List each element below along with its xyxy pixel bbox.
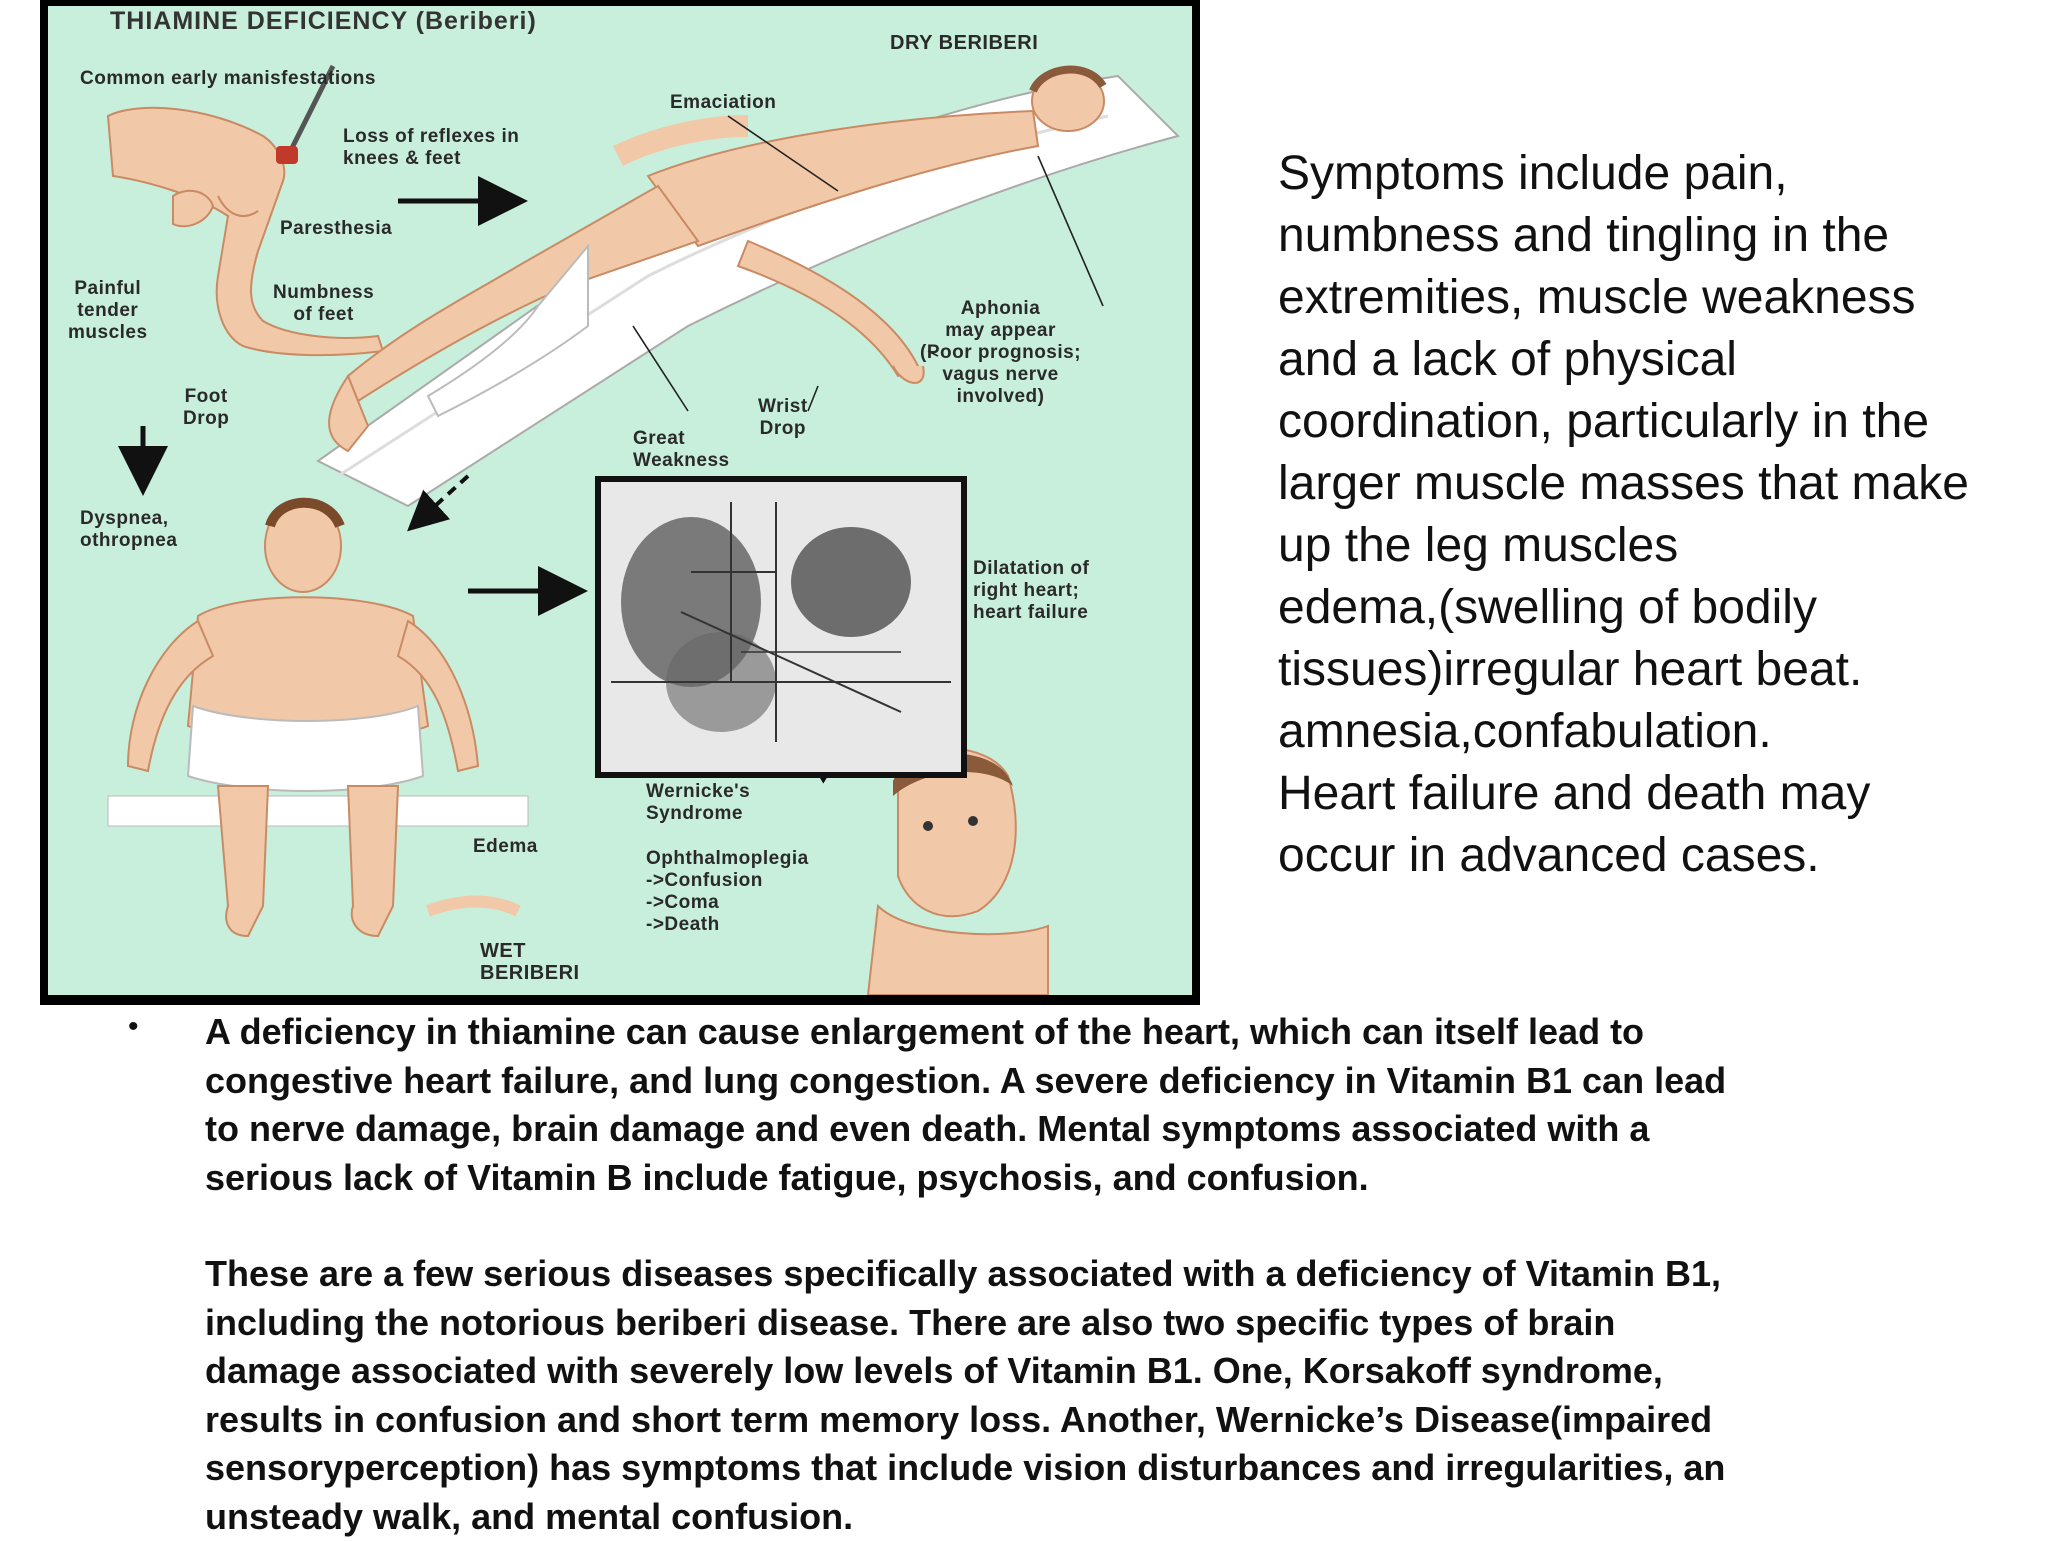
loss-of-reflexes-label: Loss of reflexes in knees & feet <box>343 126 520 169</box>
great-weakness-label: Great Weakness <box>633 428 730 471</box>
early-manifestations-label: Common early manisfestations <box>80 68 376 89</box>
bullet-body <box>205 1008 1985 1541</box>
dry-beriberi-label: DRY BERIBERI <box>890 32 1039 54</box>
bullet-paragraph-2: These are a few serious diseases specifically associated with a deficiency of Vitamin B1, including the notorious beriberi disease. There are also two specific types of brain damage associated with severely low levels of Vitamin B1. One, Korsakoff syndrome, results in confusion and short term memory loss. Another, Wernicke’s Disease(impaired sensoryperception) has symptoms that include vision disturbances and irregularities, an unsteady walk, and mental confusion. <box>205 1253 1726 1537</box>
dyspnea-label: Dyspnea, othropnea <box>80 508 178 551</box>
emaciation-label: Emaciation <box>670 92 777 113</box>
edema-label: Edema <box>473 836 538 857</box>
wernicke-head-figure <box>868 748 1048 995</box>
paresthesia-label: Paresthesia <box>280 218 393 239</box>
bullet-marker: • <box>128 1010 139 1043</box>
sitting-man-figure <box>108 500 528 936</box>
aphonia-label: Aphonia may appear (Poor prognosis; vagus nerve involved) <box>920 298 1082 407</box>
painful-tender-muscles-label: Painful tender muscles <box>68 278 148 343</box>
wrist-drop-label: Wrist Drop <box>758 396 808 439</box>
ophthalmoplegia-label: Ophthalmoplegia ->Confusion ->Coma ->Death <box>646 848 809 935</box>
beriberi-illustration <box>40 0 1200 1005</box>
illustration-panel <box>48 6 1192 995</box>
chest-xray-drawing <box>601 482 961 772</box>
dilatation-label: Dilatation of right heart; heart failure <box>973 558 1090 623</box>
chest-xray-image <box>595 476 967 778</box>
wet-beriberi-label: WET BERIBERI <box>480 940 580 984</box>
bullet-paragraph-1: A deficiency in thiamine can cause enlargement of the heart, which can itself lead to congestive heart failure, and lung congestion. A severe deficiency in Vitamin B1 can lead to nerve damage, brain damage and even death. Mental symptoms associated with a serious lack of Vitamin B include fatigue, psychosis, and confusion. <box>205 1011 1727 1198</box>
figure-title: THIAMINE DEFICIENCY (Beriberi) <box>110 7 537 35</box>
wernicke-syndrome-label: Wernicke's Syndrome <box>646 781 751 824</box>
numbness-of-feet-label: Numbness of feet <box>273 282 375 325</box>
symptoms-text: Symptoms include pain, numbness and tingling in the extremities, muscle weakness and a lack of physical coordination, particularly in the larger muscle masses that make up the leg muscles edema,(swelling of bodily tissues)irregular heart beat. amnesia,confabulation. Heart failure and death may occur in advanced cases. <box>1278 147 1969 882</box>
foot-drop-label: Foot Drop <box>183 386 230 429</box>
chest-xray-inner <box>601 482 961 772</box>
